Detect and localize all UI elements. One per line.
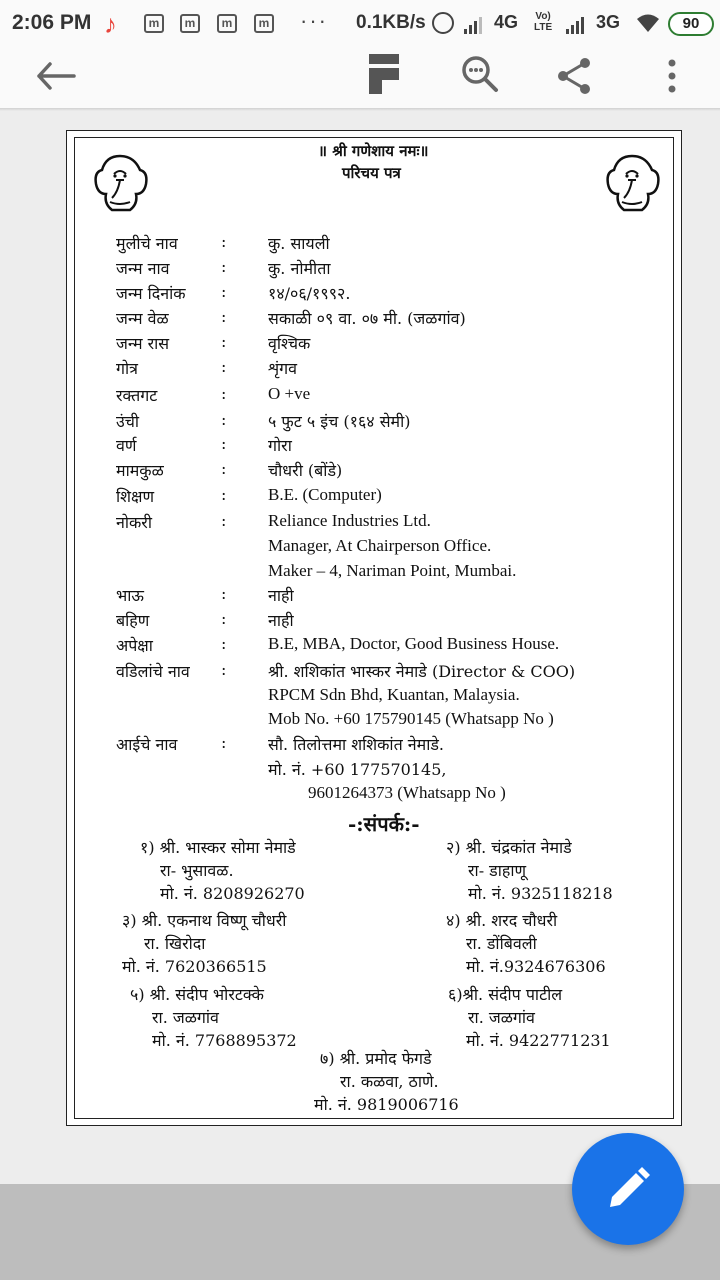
bookmark-button[interactable]: [356, 48, 412, 104]
field-label: नोकरी: [116, 513, 153, 532]
status-bar: [0, 0, 720, 48]
edit-fab-button[interactable]: [572, 1133, 684, 1245]
field-separator: :: [221, 410, 227, 429]
contact-name: ६)श्री. संदीप पाटील: [448, 985, 563, 1004]
field-value: Mob No. +60 175790145 (Whatsapp No ): [268, 709, 554, 728]
field-label: गोत्र: [116, 359, 138, 378]
field-separator: :: [221, 434, 227, 453]
field-label: वडिलांचे नाव: [116, 662, 190, 681]
field-separator: :: [221, 511, 227, 530]
wifi-icon: [636, 12, 660, 34]
contact-phone: मो. नं. 9325118218: [468, 884, 613, 903]
field-value: गोरा: [268, 436, 292, 455]
app-m-icon: m: [180, 14, 200, 33]
invocation-text: ॥ श्री गणेशाय नमः॥: [318, 142, 429, 160]
back-arrow-icon: [36, 62, 76, 90]
field-value: सकाळी ०९ वा. ०७ मी. (जळगांव): [268, 309, 466, 328]
field-value: RPCM Sdn Bhd, Kuantan, Malaysia.: [268, 685, 520, 704]
contact-phone: मो. नं. 8208926270: [160, 884, 305, 903]
field-label: बहिण: [116, 611, 150, 630]
more-options-button[interactable]: [644, 48, 700, 104]
network-3g: 3G: [596, 12, 621, 32]
contact-place: रा. कळवा, ठाणे.: [340, 1072, 439, 1091]
field-separator: :: [221, 232, 227, 251]
contact-heading: -:संपर्क:-: [348, 812, 420, 836]
field-value: B.E, MBA, Doctor, Good Business House.: [268, 634, 560, 653]
contact-phone: मो. नं. 7768895372: [152, 1031, 297, 1050]
ganesha-logo-right: [600, 150, 664, 216]
field-value: शृंगव: [268, 359, 298, 378]
field-label: मुलीचे नाव: [116, 234, 178, 253]
field-value: नाही: [268, 611, 294, 630]
field-separator: :: [221, 584, 227, 603]
contact-place: रा. डोंबिवली: [466, 934, 537, 953]
edit-pencil-icon: [604, 1165, 652, 1213]
ganesha-logo-left: [88, 150, 152, 216]
contact-place: रा- भुसावळ.: [160, 861, 234, 880]
field-label: भाऊ: [116, 586, 144, 605]
field-label: अपेक्षा: [116, 636, 153, 655]
more-notifications-icon: ···: [300, 8, 328, 33]
contact-name: ३) श्री. एकनाथ विष्णू चौधरी: [122, 911, 287, 930]
field-value: १४/०६/१९९२.: [268, 284, 351, 303]
contact-place: रा. खिरोदा: [144, 934, 206, 953]
field-separator: :: [221, 332, 227, 351]
volte-top: Vo): [535, 11, 551, 22]
contact-phone: मो. नं. 9422771231: [466, 1031, 611, 1050]
contact-name: १) श्री. भास्कर सोमा नेमाडे: [140, 838, 296, 857]
app-toolbar: [0, 48, 720, 110]
field-value: Maker – 4, Nariman Point, Mumbai.: [268, 561, 517, 580]
contact-name: ५) श्री. संदीप भोरटक्के: [130, 985, 264, 1004]
tiktok-icon: ♪: [104, 9, 117, 39]
battery-icon: 90: [668, 12, 714, 36]
app-m-icon: m: [254, 14, 274, 33]
signal-icon: [464, 14, 482, 34]
field-separator: :: [221, 660, 227, 679]
field-separator: :: [221, 384, 227, 403]
field-separator: :: [221, 307, 227, 326]
contact-name: २) श्री. चंद्रकांत नेमाडे: [446, 838, 572, 857]
contact-place: रा. जळगांव: [152, 1008, 219, 1027]
field-value: मो. नं. +60 177570145,: [268, 760, 447, 779]
field-value: चौधरी (बोंडे): [268, 461, 343, 480]
field-label: जन्म वेळ: [116, 309, 169, 328]
field-label: रक्तगट: [116, 386, 158, 405]
app-m-icon: m: [217, 14, 237, 33]
field-value: B.E. (Computer): [268, 485, 382, 504]
field-label: शिक्षण: [116, 487, 155, 506]
field-value: कु. नोमीता: [268, 259, 331, 278]
signal-icon: [566, 14, 584, 34]
bookmark-icon: [366, 54, 402, 98]
field-separator: :: [221, 609, 227, 628]
search-icon: [460, 56, 500, 96]
contact-phone: मो. नं. 9819006716: [314, 1095, 459, 1114]
share-button[interactable]: [546, 48, 602, 104]
field-label: मामकुळ: [116, 461, 164, 480]
more-vert-icon: [667, 58, 677, 94]
field-separator: :: [221, 733, 227, 752]
contact-name: ७) श्री. प्रमोद फेगडे: [320, 1049, 432, 1068]
field-label: आईचे नाव: [116, 735, 178, 754]
contact-place: रा- डाहाणू: [468, 861, 527, 880]
search-button[interactable]: [452, 48, 508, 104]
field-value: O +ve: [268, 384, 311, 403]
field-value: 9601264373 (Whatsapp No ): [308, 783, 506, 802]
contact-place: रा. जळगांव: [468, 1008, 535, 1027]
field-value: सौ. तिलोत्तमा शशिकांत नेमाडे.: [268, 735, 445, 754]
field-value: श्री. शशिकांत भास्कर नेमाडे (Director & COO): [268, 662, 576, 681]
field-label: वर्ण: [116, 436, 137, 455]
field-value: ५ फुट ५ इंच (१६४ सेमी): [268, 412, 411, 431]
toolbar-shadow: [0, 108, 720, 111]
field-value: Reliance Industries Ltd.: [268, 511, 431, 530]
app-m-icon: m: [144, 14, 164, 33]
field-separator: :: [221, 485, 227, 504]
field-label: जन्म रास: [116, 334, 170, 353]
field-label: उंची: [116, 412, 140, 431]
volte-icon: [534, 11, 552, 33]
field-separator: :: [221, 282, 227, 301]
back-button[interactable]: [28, 48, 84, 104]
share-icon: [554, 56, 594, 96]
field-value: नाही: [268, 586, 294, 605]
status-time: 2:06 PM: [12, 11, 92, 34]
field-value: कु. सायली: [268, 234, 330, 253]
network-4g: 4G: [494, 12, 519, 32]
field-separator: :: [221, 459, 227, 478]
document-title: परिचय पत्र: [342, 164, 401, 182]
volte-bottom: LTE: [534, 22, 553, 33]
contact-phone: मो. नं. 7620366515: [122, 957, 267, 976]
field-label: जन्म दिनांक: [116, 284, 186, 303]
field-separator: :: [221, 634, 227, 653]
field-value: Manager, At Chairperson Office.: [268, 536, 492, 555]
field-label: जन्म नाव: [116, 259, 170, 278]
alarm-icon: [432, 12, 454, 34]
field-separator: :: [221, 357, 227, 376]
field-value: वृश्चिक: [268, 334, 311, 353]
network-speed: 0.1KB/s: [356, 12, 426, 33]
field-separator: :: [221, 257, 227, 276]
contact-name: ४) श्री. शरद चौधरी: [446, 911, 558, 930]
contact-phone: मो. नं.9324676306: [466, 957, 606, 976]
